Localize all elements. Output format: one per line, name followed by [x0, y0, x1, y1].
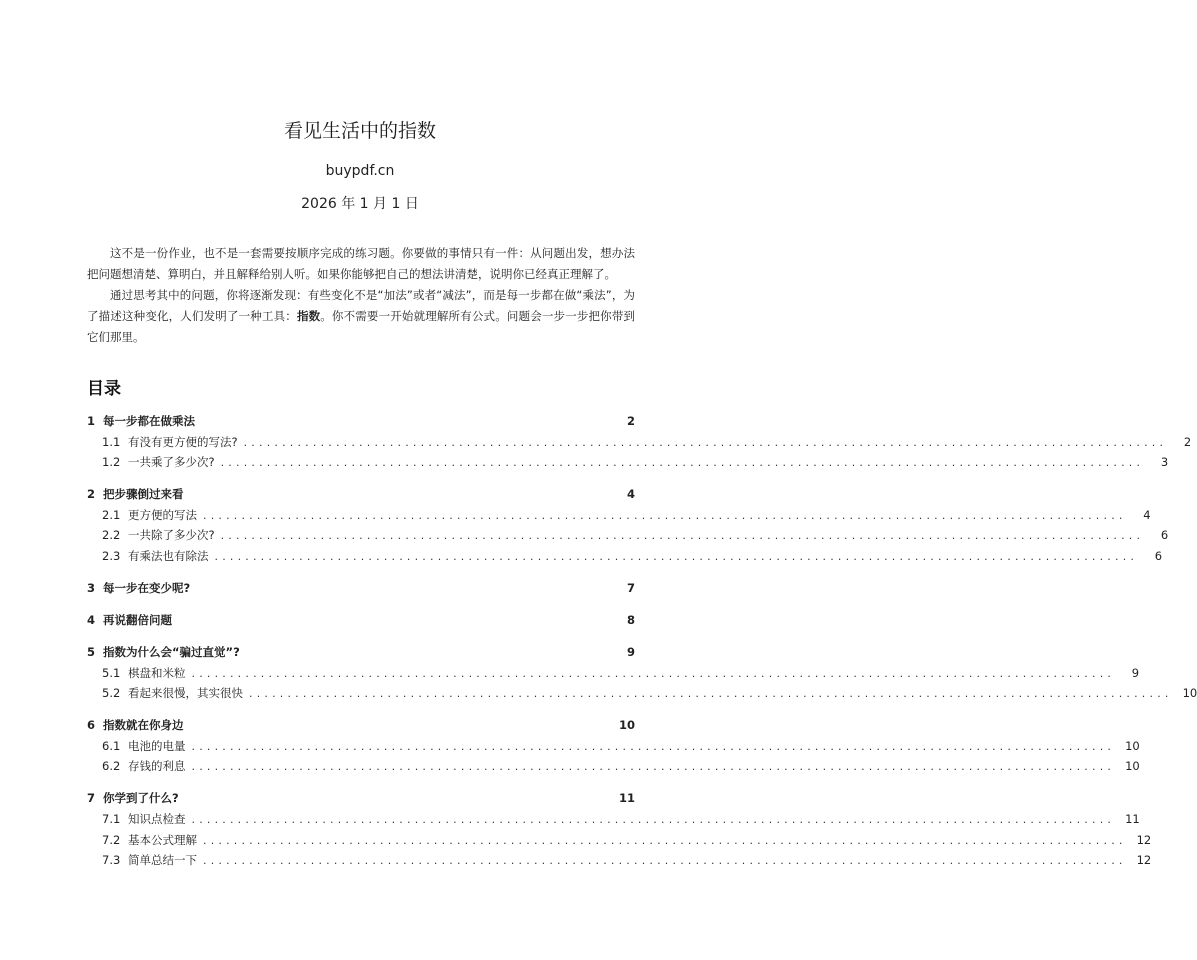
- toc-page-number: 10: [618, 718, 635, 733]
- toc-entry-number: 7.1: [102, 812, 121, 826]
- toc-dot-leader: ........................................................................................................................: [220, 456, 1145, 470]
- toc-dot-leader: ........................................................................................................................: [214, 550, 1139, 563]
- toc-page-number: 10: [1125, 759, 1140, 774]
- toc-section-entry[interactable]: [87, 852, 1152, 870]
- toc-page-number: 12: [1136, 832, 1152, 847]
- toc-dot-leader: ........................................................................................................................: [203, 833, 1127, 847]
- document-author: buypdf.cn: [325, 163, 395, 179]
- toc-entry-label: 一共除了多少次?: [128, 528, 215, 543]
- toc-entry-number: 6.1: [102, 738, 121, 753]
- toc-entry-number: 5: [87, 645, 96, 659]
- toc-entry-number: 2.1: [102, 507, 121, 522]
- toc-chapter-entry[interactable]: [87, 413, 635, 431]
- toc-section-entry[interactable]: [87, 434, 1192, 452]
- toc-entry-label: 电池的电量: [128, 738, 186, 753]
- toc-section-entry[interactable]: [87, 665, 1140, 683]
- toc-dot-leader: ........................................................................................................................: [191, 666, 1116, 680]
- toc-entry-label: 看起来很慢，其实很快: [128, 686, 243, 701]
- toc-page-number: 6: [1154, 549, 1163, 563]
- toc-entry-label: 你学到了什么?: [103, 791, 179, 806]
- toc-section-entry[interactable]: [87, 758, 1140, 776]
- toc-heading: 目录: [87, 379, 121, 399]
- toc-section-entry[interactable]: [87, 527, 1169, 545]
- toc-entry-label: 指数为什么会“骗过直觉”?: [103, 645, 240, 659]
- toc-section-entry[interactable]: [87, 685, 1197, 703]
- toc-page-number: 3: [1160, 455, 1169, 470]
- toc-chapter-entry[interactable]: [87, 612, 635, 630]
- toc-entry-number: 6: [87, 718, 96, 733]
- toc-page-number: 2: [626, 414, 635, 428]
- toc-entry-label: 有乘法也有除法: [128, 549, 209, 563]
- toc-page-number: 12: [1136, 853, 1152, 868]
- toc-dot-leader: ........................................................................................................................: [243, 435, 1168, 449]
- toc-entry-label: 存钱的利息: [128, 759, 186, 774]
- toc-page-number: 11: [1125, 812, 1140, 826]
- toc-page-number: 4: [1143, 507, 1151, 522]
- toc-entry-number: 1.1: [102, 434, 121, 449]
- toc-entry-number: 1: [87, 414, 96, 428]
- abstract-p2-text-before: 通过思考其中的问题，你将逐渐发现：有些变化不是“加法”或者“减法”，而是每一步都在做“乘法”，为了描述这种变化，人们发明了一种工具：: [87, 288, 635, 323]
- abstract-p2-emphasis: 指数: [296, 309, 321, 323]
- toc-chapter-entry[interactable]: [87, 580, 635, 598]
- toc-section-entry[interactable]: [87, 811, 1140, 829]
- toc-dot-leader: ........................................................................................................................: [203, 854, 1127, 868]
- toc-section-entry[interactable]: [87, 738, 1140, 756]
- toc-entry-label: 简单总结一下: [128, 853, 197, 868]
- toc-entry-label: 基本公式理解: [128, 832, 197, 847]
- toc-entry-number: 2.2: [102, 528, 121, 543]
- toc-page-number: 10: [1125, 738, 1140, 753]
- toc-section-entry[interactable]: [87, 507, 1151, 525]
- toc-page-number: 10: [1182, 686, 1197, 701]
- toc-dot-leader: ........................................................................................................................: [220, 529, 1145, 543]
- toc-entry-number: 4: [87, 613, 96, 627]
- toc-entry-number: 7: [87, 791, 96, 806]
- toc-entry-label: 指数就在你身边: [103, 718, 184, 733]
- toc-entry-label: 把步骤倒过来看: [103, 487, 184, 502]
- toc-chapter-entry[interactable]: [87, 790, 635, 808]
- toc-entry-label: 更方便的写法: [128, 507, 197, 522]
- toc-entry-label: 每一步在变少呢?: [103, 581, 191, 595]
- toc-dot-leader: ........................................................................................................................: [249, 687, 1173, 701]
- document-title: 看见生活中的指数: [283, 120, 436, 142]
- toc-entry-number: 1.2: [102, 455, 121, 470]
- toc-section-entry[interactable]: [87, 832, 1152, 850]
- toc-entry-number: 2.3: [102, 549, 121, 563]
- toc-section-entry[interactable]: [87, 454, 1169, 472]
- toc-chapter-entry[interactable]: [87, 717, 635, 735]
- abstract: [87, 243, 635, 348]
- toc-page-number: 8: [626, 613, 635, 627]
- toc-page-number: 7: [626, 581, 635, 595]
- toc-entry-number: 7.3: [102, 853, 121, 868]
- toc-entry-number: 2: [87, 487, 96, 502]
- toc-dot-leader: ........................................................................................................................: [203, 508, 1127, 522]
- toc-entry-label: 再说翻倍问题: [103, 613, 172, 627]
- abstract-paragraph-2: [87, 285, 635, 348]
- toc-page-number: 11: [618, 791, 635, 806]
- toc-page-number: 9: [626, 645, 635, 659]
- abstract-p2-text-after: 。你不需要一开始就理解所有公式。问题会一步一步把你带到它们那里。: [87, 309, 636, 344]
- toc-section-entry[interactable]: [87, 548, 1163, 566]
- toc-entry-number: 6.2: [102, 759, 121, 774]
- toc-dot-leader: ........................................................................................................................: [191, 739, 1116, 753]
- toc-chapter-entry[interactable]: [87, 486, 635, 504]
- toc-dot-leader: ........................................................................................................................: [191, 813, 1116, 826]
- toc-entry-label: 一共乘了多少次?: [128, 455, 215, 470]
- toc-chapter-entry[interactable]: [87, 644, 635, 662]
- toc-dot-leader: ........................................................................................................................: [191, 760, 1116, 774]
- toc-entry-label: 知识点检查: [128, 812, 186, 826]
- toc-page-number: 2: [1183, 434, 1192, 449]
- toc-entry-label: 每一步都在做乘法: [103, 414, 195, 428]
- abstract-paragraph-1: 这不是一份作业，也不是一套需要按顺序完成的练习题。你要做的事情只有一件：从问题出发，想办法把问题想清楚、算明白，并且解释给别人听。如果你能够把自己的想法讲清楚，说明你已经真正理解了。: [87, 246, 635, 281]
- toc-page-number: 6: [1160, 528, 1169, 543]
- toc-entry-label: 棋盘和米粒: [128, 665, 186, 680]
- toc-entry-number: 3: [87, 581, 96, 595]
- toc-page-number: 4: [626, 487, 635, 502]
- toc-entry-number: 5.2: [102, 686, 121, 701]
- toc-entry-label: 有没有更方便的写法?: [128, 434, 238, 449]
- toc-page-number: 9: [1131, 665, 1140, 680]
- toc-entry-number: 7.2: [102, 832, 121, 847]
- toc-entry-number: 5.1: [102, 665, 121, 680]
- document-date: 2026 年 1 月 1 日: [301, 196, 419, 212]
